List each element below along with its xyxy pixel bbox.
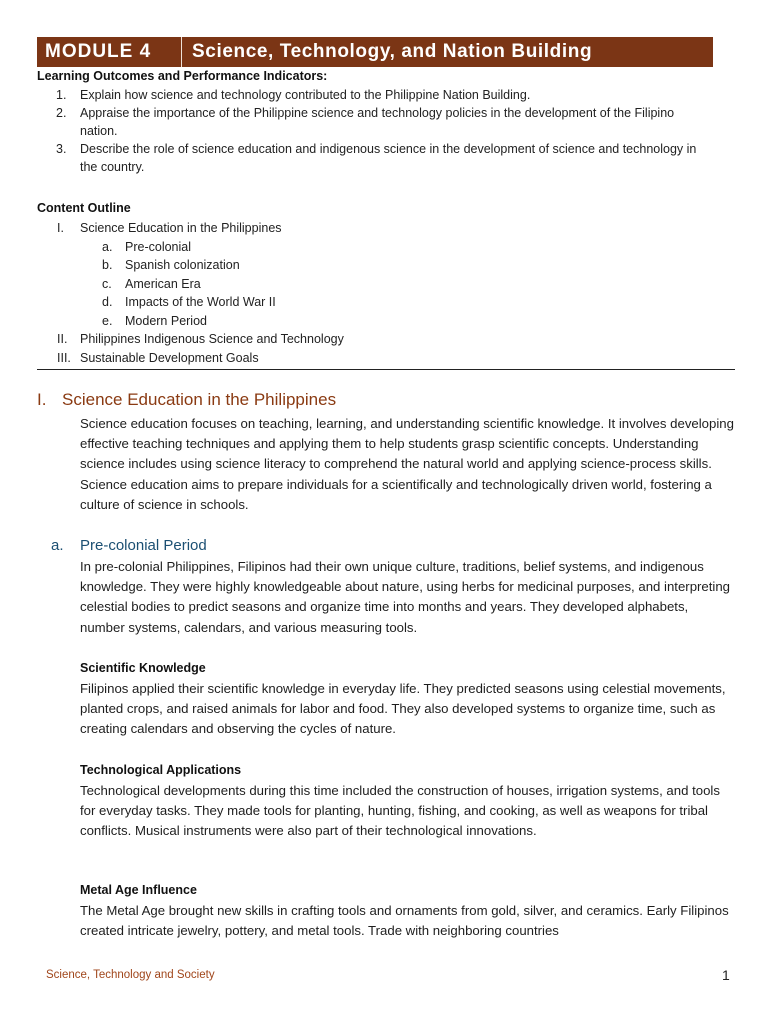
subsection-letter: a. — [51, 537, 64, 554]
outline-letter: c. — [102, 276, 112, 291]
outcome-item — [37, 140, 707, 176]
outline-item — [37, 349, 717, 368]
section-divider — [37, 369, 735, 370]
subsection-heading — [51, 537, 207, 554]
outline-letter: a. — [102, 239, 113, 254]
topic-paragraph: The Metal Age brought new skills in crafting tools and ornaments from gold, silver, and ceramics. Early Filipinos created intricate jewelry, pottery, and metal tools. Trade with neighboring countries — [80, 903, 729, 939]
outline-subtext: American Era — [125, 276, 201, 291]
outcome-text: Appraise the importance of the Philippine science and technology policies in the development of the Filipino nation. — [80, 106, 675, 138]
content-outline-heading: Content Outline — [37, 201, 131, 215]
content-outline-list — [37, 219, 717, 367]
outcome-number: 2. — [56, 106, 67, 120]
topic-paragraph: Technological developments during this time included the construction of houses, irrigation systems, and tools for everyday tasks. They made tools for planting, hunting, fishing, and cooking, as well as weapons for tribal conflicts. Musical instruments were also part of their technological innovations. — [80, 783, 720, 839]
outline-number: III. — [57, 350, 71, 365]
module-title: Science, Technology, and Nation Building — [192, 41, 593, 62]
module-banner — [37, 37, 713, 67]
outline-subitem — [37, 238, 717, 257]
outline-text: Science Education in the Philippines — [80, 221, 282, 235]
outline-number: II. — [57, 332, 68, 346]
section-title: Science Education in the Philippines — [62, 390, 337, 409]
outline-subtext: Pre-colonial — [125, 239, 192, 254]
outcome-text: Describe the role of science education and indigenous science in the development of science and technology in the country. — [80, 142, 697, 174]
page-number: 1 — [722, 967, 730, 983]
section-number: I. — [37, 390, 47, 409]
outline-text: Philippines Indigenous Science and Technology — [80, 332, 344, 346]
outline-subtext: Impacts of the World War II — [125, 295, 276, 309]
section-heading — [37, 390, 336, 410]
subsection-paragraph: In pre-colonial Philippines, Filipinos had their own unique culture, traditions, belief systems, and indigenous knowledge. They were highly knowledgeable about nature, using herbs for medicinal purposes, and interpreting celestial bodies to predict seasons and organize time into months and years. They developed alphabets, number systems, calendars, and various measuring tools. — [80, 559, 731, 635]
outcome-number: 1. — [56, 88, 67, 102]
section-paragraph: Science education focuses on teaching, learning, and understanding scientific knowledge. It involves developing effective teaching techniques and applying them to help students grasp scientific concepts. Understanding science includes using science literacy to comprehend the natural world and applying science-process skills. Science education aims to prepare individuals for a scientifically and technologically driven world, fostering a culture of science in schools. — [80, 416, 734, 512]
topic-heading-metal-age: Metal Age Influence — [80, 883, 197, 897]
outcome-item — [37, 104, 707, 140]
outline-item — [37, 330, 717, 349]
outline-letter: d. — [102, 295, 113, 309]
outline-text: Sustainable Development Goals — [80, 350, 259, 365]
footer-course-title: Science, Technology and Society — [46, 969, 215, 981]
outcome-number: 3. — [56, 142, 67, 156]
outline-subitem — [37, 275, 717, 294]
outline-subtext: Modern Period — [125, 313, 207, 328]
topic-heading-technological-applications: Technological Applications — [80, 763, 242, 777]
topic-paragraph: Filipinos applied their scientific knowledge in everyday life. They predicted seasons using celestial movements, planted crops, and raised animals for labor and food. They also developed systems to organize time, such as creating calendars and observing the cycles of nature. — [80, 681, 726, 737]
outcome-text: Explain how science and technology contributed to the Philippine Nation Building. — [80, 88, 531, 102]
learning-outcomes-list — [37, 86, 707, 176]
outline-subitem — [37, 256, 717, 275]
outline-subitem — [37, 293, 717, 312]
module-label: MODULE 4 — [37, 37, 182, 67]
outline-item — [37, 219, 717, 238]
outline-subitem — [37, 312, 717, 331]
subsection-title: Pre-colonial Period — [80, 537, 207, 554]
outline-letter: e. — [102, 313, 113, 328]
learning-outcomes-heading: Learning Outcomes and Performance Indicators: — [37, 69, 328, 83]
outline-number: I. — [57, 221, 64, 235]
outline-subtext: Spanish colonization — [125, 258, 240, 272]
outline-letter: b. — [102, 258, 113, 272]
outcome-item — [37, 86, 707, 104]
topic-heading-scientific-knowledge: Scientific Knowledge — [80, 661, 206, 675]
